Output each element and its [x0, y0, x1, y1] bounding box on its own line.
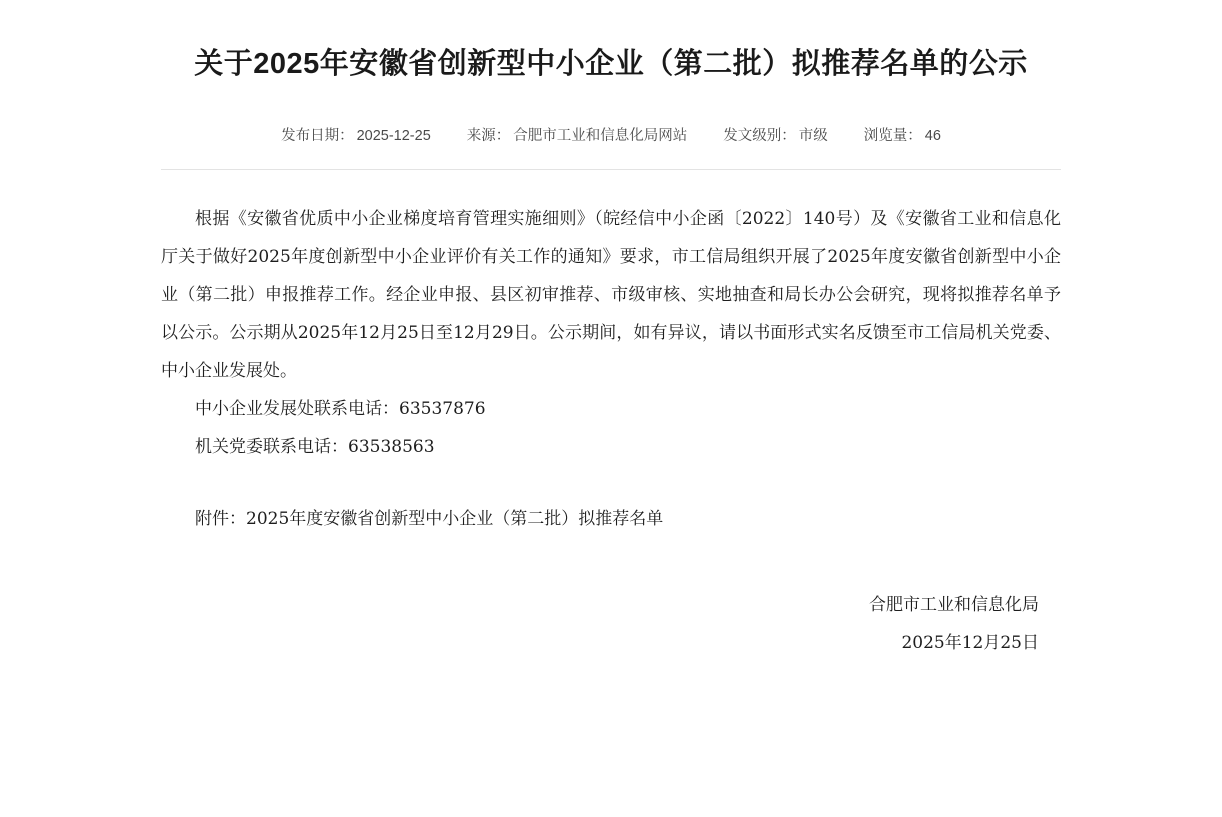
meta-publish-date-value: 2025-12-25	[356, 128, 431, 144]
meta-level-value: 市级	[798, 128, 828, 144]
meta-publish-date	[281, 124, 431, 145]
meta-source-label: 来源：	[466, 128, 511, 144]
meta-views	[864, 124, 941, 145]
article-container	[161, 0, 1061, 662]
contact-line-development-office: 中小企业发展处联系电话：63537876	[195, 399, 486, 419]
meta-publish-date-label: 发布日期：	[281, 128, 354, 144]
meta-source-value: 合肥市工业和信息化局网站	[513, 128, 688, 144]
meta-views-label: 浏览量：	[863, 128, 922, 144]
article-meta-bar	[161, 124, 1061, 170]
contact-line-party-committee: 机关党委联系电话：63538563	[195, 437, 435, 457]
meta-level	[723, 124, 828, 145]
meta-source	[467, 124, 688, 145]
meta-level-label: 发文级别：	[723, 128, 796, 144]
signature-block	[161, 586, 1061, 662]
page-title: 关于2025年安徽省创新型中小企业（第二批）拟推荐名单的公示	[194, 48, 1028, 80]
signature-organization: 合肥市工业和信息化局	[869, 595, 1039, 615]
signature-date: 2025年12月25日	[901, 633, 1039, 653]
body-paragraph: 根据《安徽省优质中小企业梯度培育管理实施细则》（皖经信中小企函〔2022〕140号）及《安徽省工业和信息化厅关于做好2025年度创新型中小企业评价有关工作的通知》要求，市工信局组织开展了2025年度安徽省创新型中小企业（第二批）申报推荐工作。经企业申报、县区初审推荐、市级审核、实地抽查和局长办公会研究，现将拟推荐名单予以公示。公示期从2025年12月25日至12月29日。公示期间，如有异议，请以书面形式实名反馈至市工信局机关党委、中小企业发展处。	[161, 209, 1061, 381]
attachment-line: 附件：2025年度安徽省创新型中小企业（第二批）拟推荐名单	[195, 509, 664, 529]
article-body	[161, 200, 1061, 538]
meta-views-value: 46	[924, 128, 941, 144]
